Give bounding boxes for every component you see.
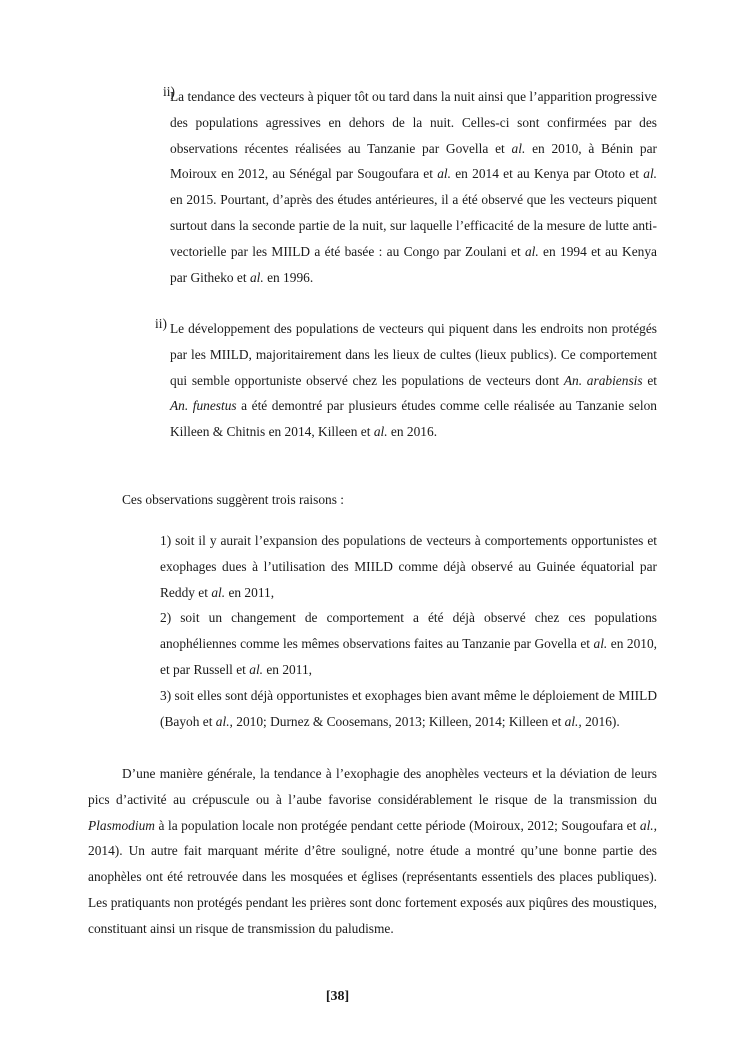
text-run: a été demontré par plusieurs études comme celle réalisée au Tanzanie selon Killeen & Chitnis en 2014, Killeen et [170, 398, 657, 440]
text-run: 2010; Durnez & Coosemans, 2013; Killeen, 2014; Killeen et [232, 713, 565, 729]
intro-paragraph: Ces observations suggèrent trois raisons : [122, 492, 345, 507]
text-run: La tendance des vecteurs à piquer tôt ou tard dans la nuit ainsi que l’apparition progressive des populations agressives en dehors de la nuit. Celles-ci sont confirmées par des observations récentes réalisées au Tanzanie par Govella et [170, 89, 657, 156]
reason-item [160, 683, 657, 735]
italic-text-run: al. [249, 661, 264, 677]
text-run: en 2010, à Bénin par Moiroux en 2012, au Sénégal par Sougoufara et [170, 140, 657, 182]
list-item-text [170, 316, 657, 445]
reason-item [160, 528, 657, 605]
text-run: 3) soit elles sont déjà opportunistes et exophages bien avant même le déploiement de MIILD (Bayoh et [160, 687, 657, 729]
italic-text-run: al. [593, 636, 608, 652]
italic-text-run: An. arabiensis [563, 372, 643, 388]
list-item-behaviour-shift [163, 84, 657, 290]
italic-text-run: al. [511, 140, 526, 156]
italic-text-run: Plasmodium [88, 817, 155, 833]
italic-text-run: al. [524, 243, 539, 259]
list-marker: ii) [155, 316, 167, 331]
reasons-list [160, 528, 657, 734]
text-run: et [642, 372, 657, 388]
italic-text-run: al., [215, 713, 233, 729]
text-run: 2016). [581, 713, 620, 729]
text-run: en 2016. [387, 424, 438, 440]
conclusion-paragraph [88, 761, 657, 942]
text-run: 1) soit il y aurait l’expansion des populations de vecteurs à comportements opportunistes et exophages dues à l’utilisation des MIILD comme déjà observé au Guinée équatorial par Reddy et [160, 533, 657, 600]
reason-item [160, 605, 657, 682]
list-item-text [170, 84, 657, 290]
text-run: en 2011, [263, 661, 312, 677]
page-number: [38] [325, 989, 350, 1004]
italic-text-run: An. funestus [170, 398, 237, 414]
text-run: en 1994 et au Kenya par Githeko et [170, 243, 657, 285]
text-run: en 2014 et au Kenya par Ototo et [450, 166, 644, 182]
text-run: en 1996. [263, 269, 314, 285]
italic-text-run: al. [643, 166, 658, 182]
italic-text-run: al., [639, 817, 657, 833]
italic-text-run: al., [564, 713, 582, 729]
text-run: à la population locale non protégée pendant cette période (Moiroux, 2012; Sougoufara et [154, 817, 640, 833]
text-run: en 2015. Pourtant, d’après des études antérieures, il a été observé que les vecteurs piquent surtout dans la seconde partie de la nuit, sur laquelle l’efficacité de la mesure de lutte anti-vectorielle par les MIILD a été basée : au Congo par Zoulani et [170, 192, 657, 259]
text-run: 2014). Un autre fait marquant mérite d’être souligné, notre étude a montré qu’une bonne partie des anophèles ont été retrouvée dans les mosquées et églises (représentants essentiels des places publiques). Les pratiquants non protégés pendant les prières sont donc fortement exposés aux piqûres des moustiques, constituant ainsi un risque de transmission du paludisme. [88, 843, 657, 936]
text-run: en 2010, et par Russell et [160, 636, 658, 677]
text-run: 2) soit un changement de comportement a été déjà observé chez ces populations anophéliennes comme les mêmes observations faites au Tanzanie par Govella et [160, 610, 657, 652]
italic-text-run: al. [437, 166, 451, 182]
italic-text-run: al. [249, 269, 264, 285]
italic-text-run: al. [211, 584, 226, 600]
text-run: Le développement des populations de vecteurs qui piquent dans les endroits non protégés par les MIILD, majoritairement dans les lieux de cultes (lieux publics). Ce comportement qui semble opportuniste observé chez les populations de vecteurs dont [170, 321, 657, 388]
list-item-unprotected-places [155, 316, 657, 445]
text-run: D’une manière générale, la tendance à l’exophagie des anophèles vecteurs et la déviation de leurs pics d’activité au crépuscule ou à l’aube favorise considérablement le risque de la transmission du [88, 766, 657, 807]
list-marker: ii) [163, 84, 175, 99]
italic-text-run: al. [373, 424, 388, 440]
text-run: en 2011, [225, 584, 275, 600]
